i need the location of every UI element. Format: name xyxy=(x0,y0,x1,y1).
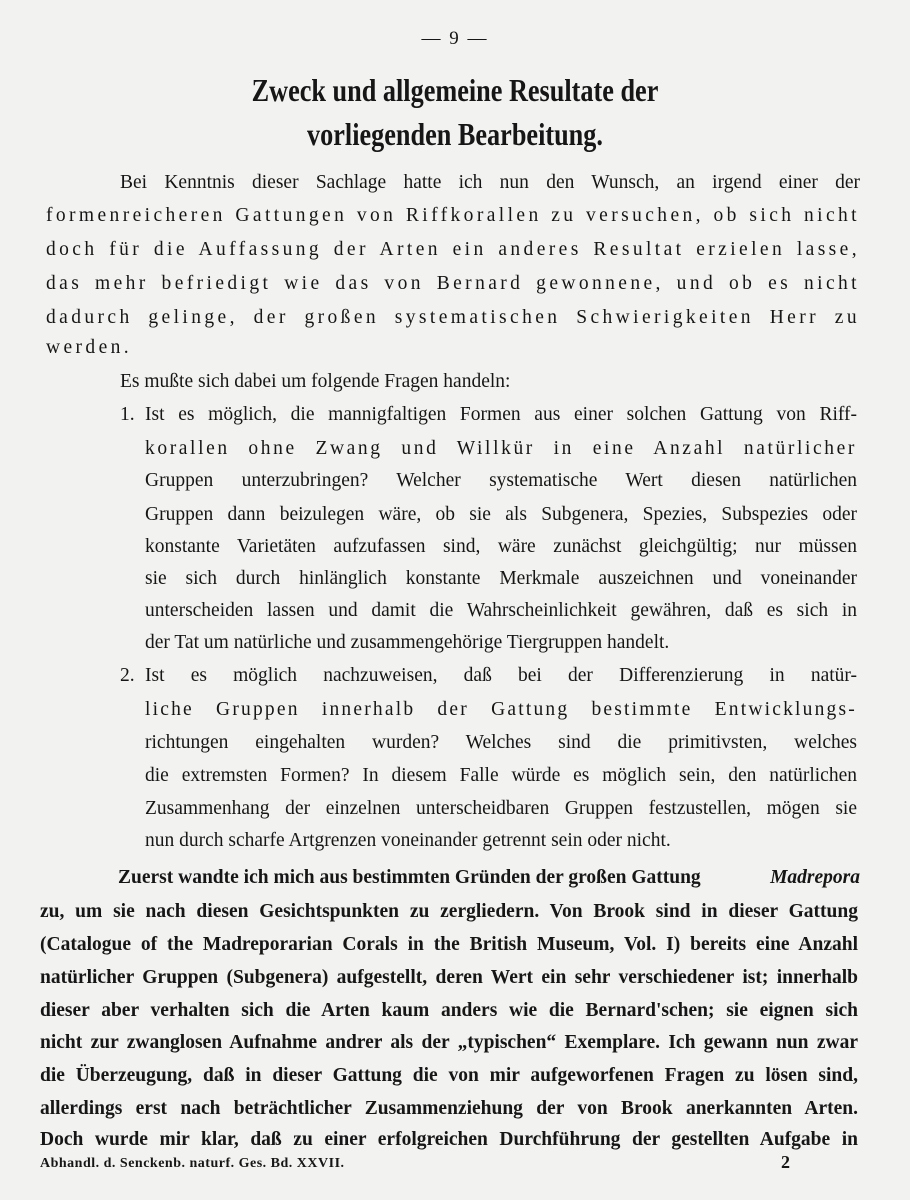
para1-line-2: formenreicheren Gattungen von Riffkorallen zu versuchen, ob sich nicht xyxy=(46,205,860,226)
question-1-number: 1. xyxy=(120,404,135,425)
question-2-line-2: liche Gruppen innerhalb der Gattung bestimmte Entwicklungs- xyxy=(145,699,857,720)
section-title-line-2: vorliegenden Bearbeitung. xyxy=(307,116,603,152)
para3-line-1-text: Zuerst wandte ich mich aus bestimmten Gründen der großen Gattung xyxy=(118,867,701,888)
section-title xyxy=(148,68,763,156)
para3-line-2: zu, um sie nach diesen Gesichtspunkten zu zergliedern. Von Brook sind in dieser Gattung xyxy=(40,901,858,922)
question-1-line-5: konstante Varietäten aufzufassen sind, wäre zunächst gleichgültig; nur müssen xyxy=(145,536,857,557)
para1-line-6: werden. xyxy=(46,337,133,358)
para1-line-3: doch für die Auffassung der Arten ein anderes Resultat erzielen lasse, xyxy=(46,239,860,260)
question-1-line-3: Gruppen unterzubringen? Welcher systematische Wert diesen natürlichen xyxy=(145,470,857,491)
question-1-line-1: Ist es möglich, die mannigfaltigen Formen aus einer solchen Gattung von Riff- xyxy=(145,404,857,425)
journal-footer: Abhandl. d. Senckenb. naturf. Ges. Bd. XXVII. xyxy=(40,1156,345,1171)
para3-line-1 xyxy=(118,866,860,890)
para3-line-5: dieser aber verhalten sich die Arten kaum anders wie die Bernard'schen; sie eignen sich xyxy=(40,1000,858,1021)
para3-line-6: nicht zur zwanglosen Aufnahme andrer als der „typischen“ Exemplare. Ich gewann nun zwar xyxy=(40,1032,858,1053)
para3-line-9: Doch wurde mir klar, daß zu einer erfolgreichen Durchführung der gestellten Aufgabe in xyxy=(40,1129,858,1150)
question-1-line-2: korallen ohne Zwang und Willkür in eine Anzahl natürlicher xyxy=(145,438,857,459)
para3-line-3: (Catalogue of the Madreporarian Corals in the British Museum, Vol. I) bereits eine Anzahl xyxy=(40,934,858,955)
question-2-line-3: richtungen eingehalten wurden? Welches sind die primitivsten, welches xyxy=(145,732,857,753)
section-title-line-1: Zweck und allgemeine Resultate der xyxy=(251,72,659,108)
page-folio: — 9 — xyxy=(421,28,489,49)
para1-line-1: Bei Kenntnis dieser Sachlage hatte ich nun den Wunsch, an irgend einer der xyxy=(120,172,860,193)
genus-name: Madrepora xyxy=(770,867,860,888)
para3-line-4: natürlicher Gruppen (Subgenera) aufgestellt, deren Wert ein sehr verschiedener ist; innerhalb xyxy=(40,967,858,988)
question-2-line-1: Ist es möglich nachzuweisen, daß bei der Differenzierung in natür- xyxy=(145,665,857,686)
question-2-number: 2. xyxy=(120,665,135,686)
question-2-line-6: nun durch scharfe Artgrenzen voneinander getrennt sein oder nicht. xyxy=(145,830,671,851)
question-1-line-8: der Tat um natürliche und zusammengehörige Tiergruppen handelt. xyxy=(145,632,670,653)
para3-line-7: die Überzeugung, daß in dieser Gattung die von mir aufgeworfenen Fragen zu lösen sind, xyxy=(40,1065,858,1086)
para3-line-8: allerdings erst nach beträchtlicher Zusammenziehung der von Brook anerkannten Arten. xyxy=(40,1098,858,1119)
question-1-line-4: Gruppen dann beizulegen wäre, ob sie als Subgenera, Spezies, Subspezies oder xyxy=(145,504,857,525)
question-1-line-7: unterscheiden lassen und damit die Wahrscheinlichkeit gewähren, daß es sich in xyxy=(145,600,857,621)
questions-intro: Es mußte sich dabei um folgende Fragen handeln: xyxy=(120,371,511,392)
para1-line-5: dadurch gelinge, der großen systematischen Schwierigkeiten Herr zu xyxy=(46,307,860,328)
question-2-line-4: die extremsten Formen? In diesem Falle würde es möglich sein, den natürlichen xyxy=(145,765,857,786)
question-2-line-5: Zusammenhang der einzelnen unterscheidbaren Gruppen festzustellen, mögen sie xyxy=(145,798,857,819)
para1-line-4: das mehr befriedigt wie das von Bernard gewonnene, und ob es nicht xyxy=(46,273,860,294)
sheet-number: 2 xyxy=(781,1152,790,1172)
question-1-line-6: sie sich durch hinlänglich konstante Merkmale auszeichnen und voneinander xyxy=(145,568,857,589)
